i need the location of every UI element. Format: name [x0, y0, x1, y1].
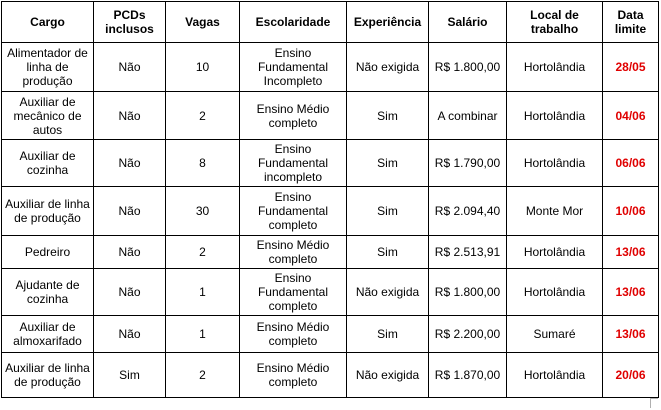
cell-pcds: Não: [94, 140, 166, 187]
cell-escolaridade: Ensino Fundamental completo: [240, 269, 347, 316]
cell-salario: R$ 1.800,00: [429, 43, 507, 92]
header-row: [2, 2, 659, 43]
cell-salario: R$ 2.094,40: [429, 187, 507, 236]
cell-vagas: 10: [166, 43, 240, 92]
cell-salario: R$ 2.513,91: [429, 236, 507, 269]
cell-salario: A combinar: [429, 92, 507, 140]
table-row: [2, 140, 659, 187]
table-row: [2, 353, 659, 398]
cell-data-limite: 13/06: [603, 316, 659, 353]
cell-data-limite: 20/06: [603, 353, 659, 398]
cell-experiencia: Não exigida: [347, 269, 429, 316]
cell-local: Sumaré: [507, 316, 603, 353]
cell-pcds: Não: [94, 43, 166, 92]
header-vagas: Vagas: [166, 2, 240, 43]
cell-experiencia: Sim: [347, 92, 429, 140]
cell-data-limite: 13/06: [603, 269, 659, 316]
cell-vagas: 30: [166, 187, 240, 236]
cell-cargo: Ajudante de cozinha: [2, 269, 94, 316]
table-row: [2, 187, 659, 236]
cell-salario: R$ 2.200,00: [429, 316, 507, 353]
cell-cargo: Auxiliar de mecânico de autos: [2, 92, 94, 140]
table-row: [2, 269, 659, 316]
cell-vagas: 2: [166, 353, 240, 398]
cell-local: Hortolândia: [507, 140, 603, 187]
cell-pcds: Não: [94, 236, 166, 269]
cell-experiencia: Sim: [347, 236, 429, 269]
cell-data-limite: 13/06: [603, 236, 659, 269]
cell-vagas: 1: [166, 316, 240, 353]
header-data-limite: Data limite: [603, 2, 659, 43]
cell-vagas: 2: [166, 92, 240, 140]
table-row: [2, 43, 659, 92]
cell-experiencia: Não exigida: [347, 353, 429, 398]
cell-cargo: Auxiliar de cozinha: [2, 140, 94, 187]
cell-salario: R$ 1.800,00: [429, 269, 507, 316]
cell-vagas: 2: [166, 236, 240, 269]
cell-vagas: 1: [166, 269, 240, 316]
cell-cargo: Auxiliar de almoxarifado: [2, 316, 94, 353]
cell-local: Hortolândia: [507, 92, 603, 140]
cell-pcds: Não: [94, 269, 166, 316]
cell-experiencia: Sim: [347, 187, 429, 236]
cell-pcds: Não: [94, 187, 166, 236]
job-table-container: [1, 1, 659, 398]
table-row: [2, 92, 659, 140]
header-cargo: Cargo: [2, 2, 94, 43]
cell-data-limite: 10/06: [603, 187, 659, 236]
cell-data-limite: 28/05: [603, 43, 659, 92]
header-pcds: PCDs inclusos: [94, 2, 166, 43]
cell-local: Monte Mor: [507, 187, 603, 236]
cell-cargo: Pedreiro: [2, 236, 94, 269]
cell-data-limite: 04/06: [603, 92, 659, 140]
cell-pcds: Não: [94, 316, 166, 353]
cell-pcds: Sim: [94, 353, 166, 398]
cell-escolaridade: Ensino Médio completo: [240, 353, 347, 398]
cell-cargo: Auxiliar de linha de produção: [2, 187, 94, 236]
cell-escolaridade: Ensino Fundamental completo: [240, 187, 347, 236]
cell-escolaridade: Ensino Fundamental Incompleto: [240, 43, 347, 92]
cell-vagas: 8: [166, 140, 240, 187]
table-row: [2, 316, 659, 353]
cell-cargo: Alimentador de linha de produção: [2, 43, 94, 92]
cell-escolaridade: Ensino Médio completo: [240, 92, 347, 140]
cell-local: Hortolândia: [507, 269, 603, 316]
cell-experiencia: Sim: [347, 140, 429, 187]
cell-cargo: Auxiliar de linha de produção: [2, 353, 94, 398]
header-local: Local de trabalho: [507, 2, 603, 43]
header-escolaridade: Escolaridade: [240, 2, 347, 43]
cell-data-limite: 06/06: [603, 140, 659, 187]
cell-experiencia: Sim: [347, 316, 429, 353]
cell-local: Hortolândia: [507, 236, 603, 269]
job-vacancies-table: [1, 1, 659, 398]
cell-local: Hortolândia: [507, 353, 603, 398]
table-row: [2, 236, 659, 269]
cell-pcds: Não: [94, 92, 166, 140]
cell-escolaridade: Ensino Médio completo: [240, 316, 347, 353]
cell-salario: R$ 1.790,00: [429, 140, 507, 187]
cell-local: Hortolândia: [507, 43, 603, 92]
cell-escolaridade: Ensino Médio completo: [240, 236, 347, 269]
selection-corner-marker: [650, 398, 658, 408]
cell-salario: R$ 1.870,00: [429, 353, 507, 398]
header-salario: Salário: [429, 2, 507, 43]
cell-experiencia: Não exigida: [347, 43, 429, 92]
header-experiencia: Experiência: [347, 2, 429, 43]
cell-escolaridade: Ensino Fundamental incompleto: [240, 140, 347, 187]
